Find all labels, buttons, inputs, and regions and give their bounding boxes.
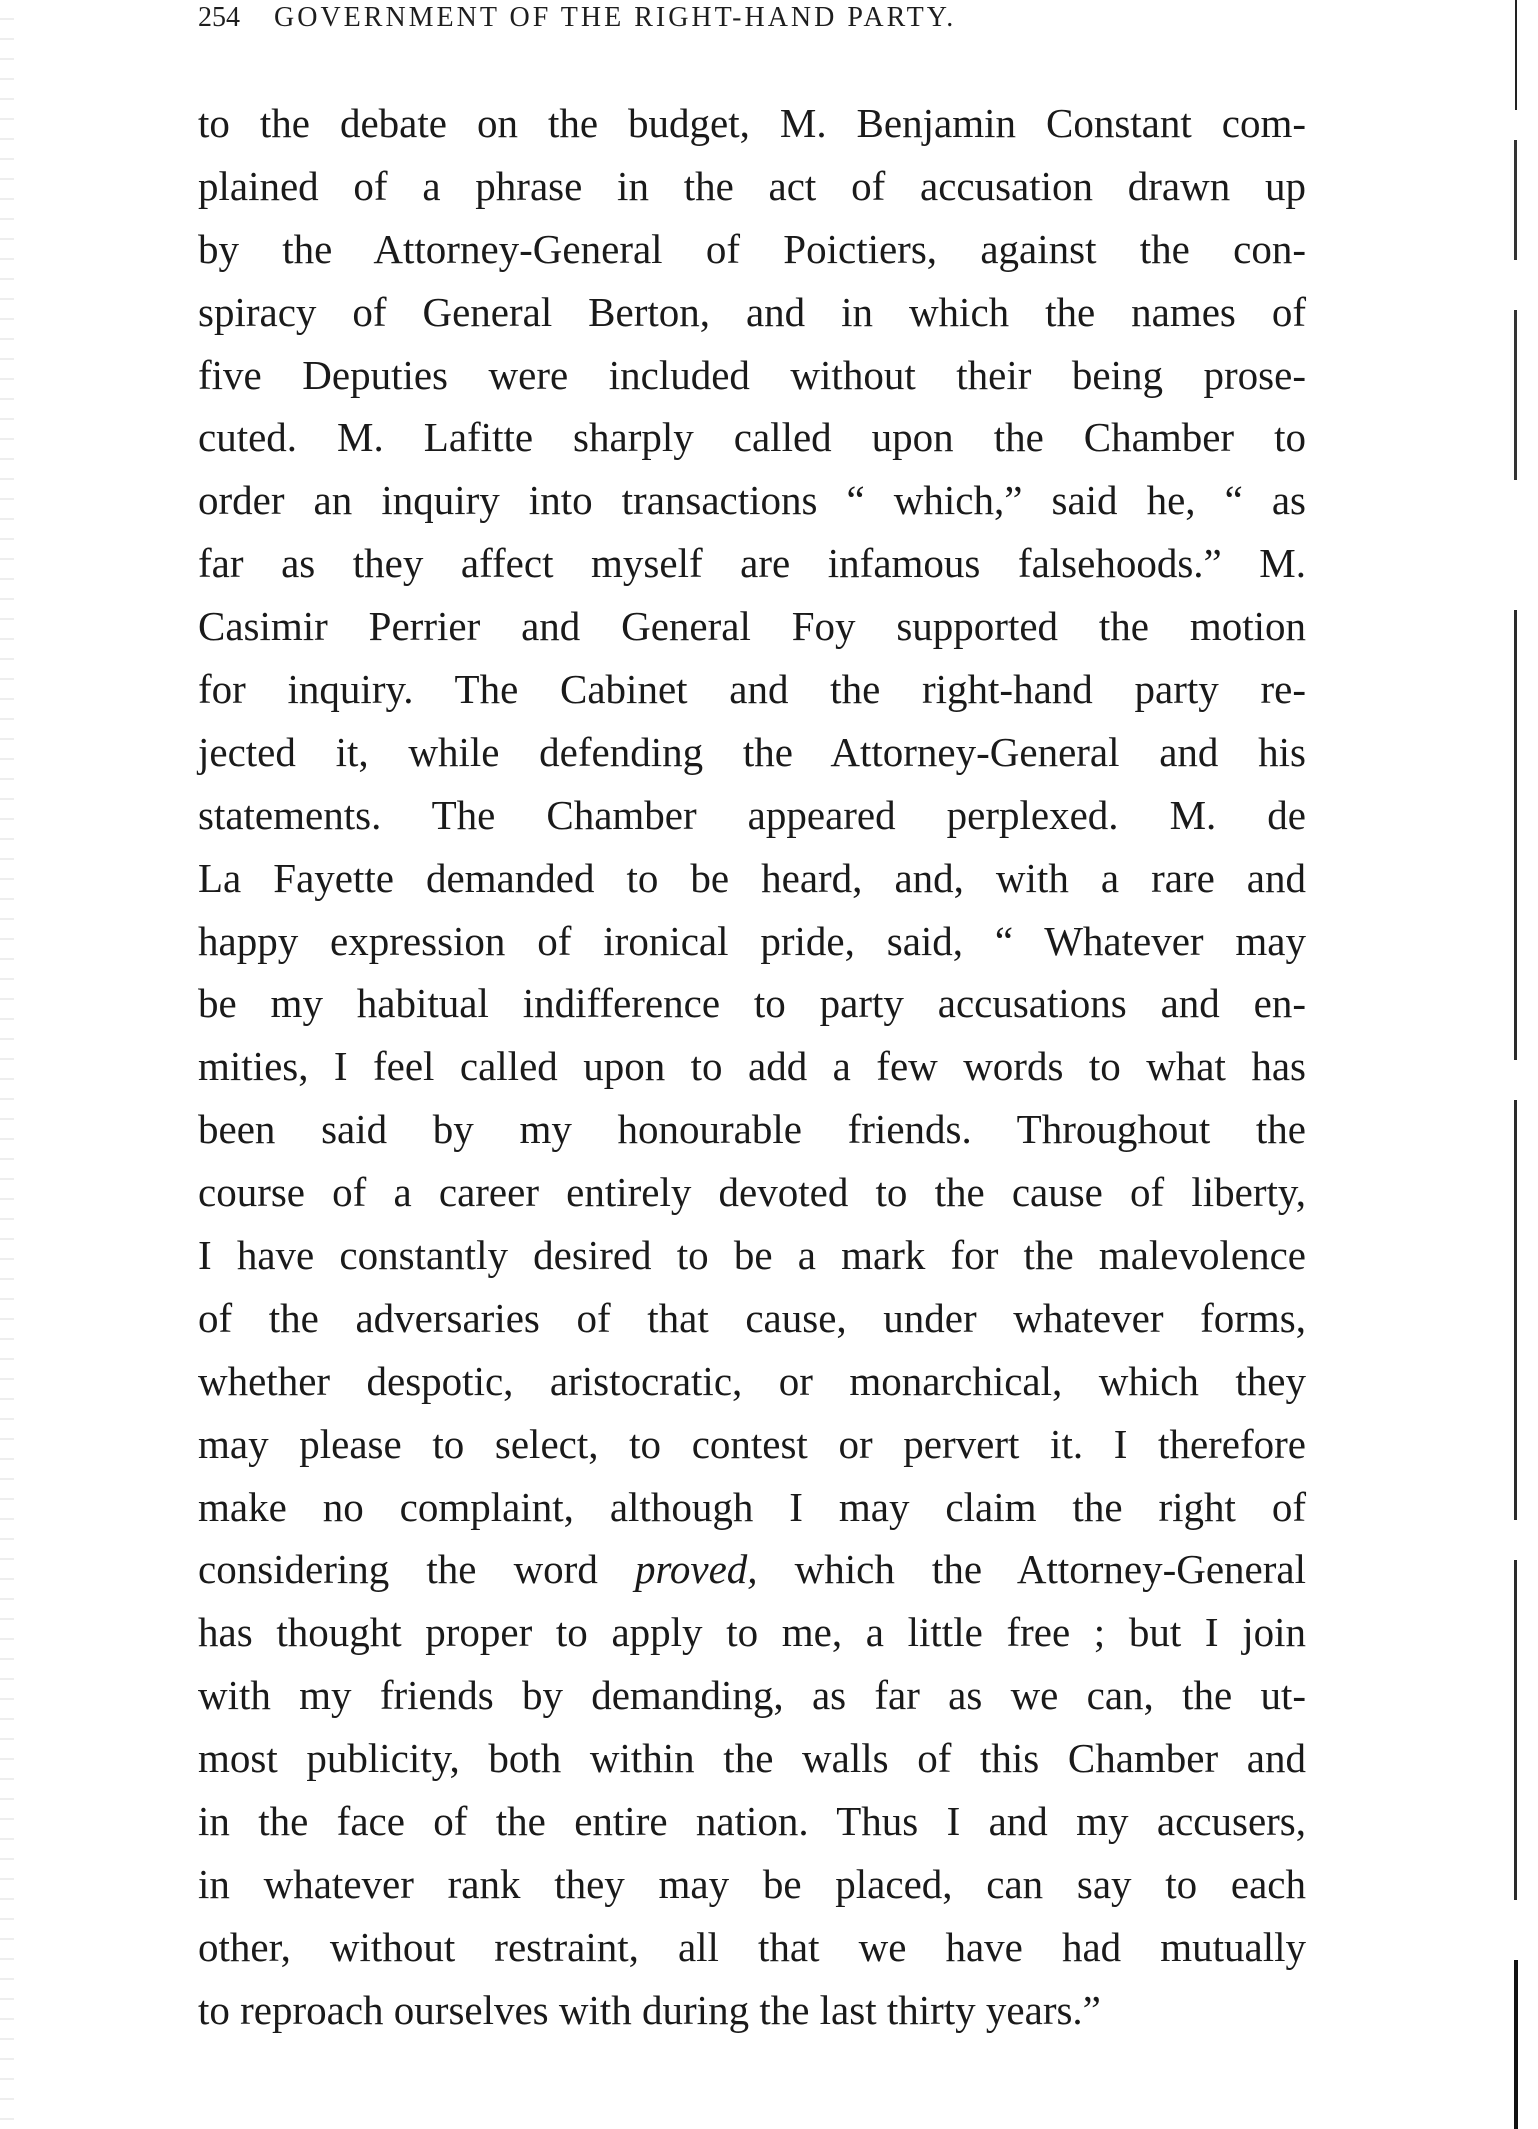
text-line-content: La Fayette demanded to be heard, and, with a rare and (198, 854, 1306, 901)
text-line-content: of the adversaries of that cause, under whatever forms, (198, 1294, 1306, 1341)
text-line (198, 721, 1306, 784)
text-line-content: most publicity, both within the walls of this Chamber and (198, 1735, 1306, 1782)
italic-word: proved, (634, 1546, 758, 1593)
running-title: GOVERNMENT OF THE RIGHT-HAND PARTY. (274, 2, 957, 33)
text-line-content: jected it, while defending the Attorney-General and his (198, 728, 1306, 775)
text-line (198, 1098, 1306, 1161)
text-line-content: with my friends by demanding, as far as we can, the ut- (198, 1672, 1306, 1719)
text-line (198, 532, 1306, 595)
text-line (198, 847, 1306, 910)
text-line (198, 1350, 1306, 1413)
body-text (198, 92, 1306, 2042)
text-line-content: I have constantly desired to be a mark for the malevolence (198, 1232, 1306, 1279)
text-line-content: in whatever rank they may be placed, can say to each (198, 1860, 1306, 1907)
text-line (198, 1413, 1306, 1476)
text-line-content: mities, I feel called upon to add a few words to what has (198, 1043, 1306, 1090)
text-line-content: five Deputies were included without their being prose- (198, 351, 1306, 398)
text-line-content: make no complaint, although I may claim the right of (198, 1483, 1306, 1530)
text-line (198, 344, 1306, 407)
text-line-content: course of a career entirely devoted to the cause of liberty, (198, 1169, 1306, 1216)
text-line (198, 1727, 1306, 1790)
text-line (198, 1916, 1306, 1979)
scan-edge-marks (1514, 0, 1518, 2129)
text-line (198, 1161, 1306, 1224)
text-line-content: to reproach ourselves with during the last thirty years.” (198, 1986, 1101, 2033)
text-line (198, 784, 1306, 847)
text-line-content: far as they affect myself are infamous falsehoods.” M. (198, 540, 1306, 587)
text-line (198, 469, 1306, 532)
page-number: 254 (198, 2, 240, 33)
text-line-continuation: which the Attorney-General (757, 1546, 1306, 1593)
text-line (198, 406, 1306, 469)
text-line (198, 1979, 1306, 2042)
text-line (198, 658, 1306, 721)
scan-edge-left (0, 0, 14, 2129)
text-line-content: other, without restraint, all that we have had mutually (198, 1923, 1306, 1970)
text-line-content: to the debate on the budget, M. Benjamin Constant com- (198, 100, 1306, 146)
text-line (198, 595, 1306, 658)
text-line-content: statements. The Chamber appeared perplexed. M. de (198, 791, 1306, 838)
text-line-content: happy expression of ironical pride, said, “ Whatever may (198, 917, 1306, 964)
text-line (198, 1664, 1306, 1727)
text-line (198, 1224, 1306, 1287)
text-line-content: Casimir Perrier and General Foy supported the motion (198, 603, 1306, 650)
text-line (198, 281, 1306, 344)
text-line-content: been said by my honourable friends. Throughout the (198, 1106, 1306, 1153)
text-line (198, 1476, 1306, 1539)
text-line-content: considering the word (198, 1546, 635, 1593)
text-line-content: in the face of the entire nation. Thus I and my accusers, (198, 1798, 1306, 1845)
text-line (198, 1035, 1306, 1098)
scan-edge-right (1514, 0, 1518, 2129)
text-line (198, 1538, 1306, 1601)
text-line (198, 910, 1306, 973)
running-head (198, 2, 1198, 38)
text-line (198, 155, 1306, 218)
text-line (198, 218, 1306, 281)
text-line-content: whether despotic, aristocratic, or monarchical, which they (198, 1357, 1306, 1404)
text-line-content: order an inquiry into transactions “ which,” said he, “ as (198, 477, 1306, 524)
text-line-content: spiracy of General Berton, and in which the names of (198, 288, 1306, 335)
text-line-content: by the Attorney-General of Poictiers, against the con- (198, 225, 1306, 272)
text-line-content: has thought proper to apply to me, a little free ; but I join (198, 1609, 1306, 1656)
text-line (198, 1287, 1306, 1350)
text-line (198, 1790, 1306, 1853)
text-line-content: be my habitual indifference to party accusations and en- (198, 980, 1306, 1027)
text-line-content: plained of a phrase in the act of accusation drawn up (198, 162, 1306, 209)
text-line (198, 1601, 1306, 1664)
text-line (198, 92, 1306, 155)
text-line (198, 1853, 1306, 1916)
text-line (198, 972, 1306, 1035)
text-line-content: cuted. M. Lafitte sharply called upon the Chamber to (198, 414, 1306, 461)
text-line-content: for inquiry. The Cabinet and the right-hand party re- (198, 666, 1306, 713)
text-line-content: may please to select, to contest or pervert it. I therefore (198, 1420, 1306, 1467)
